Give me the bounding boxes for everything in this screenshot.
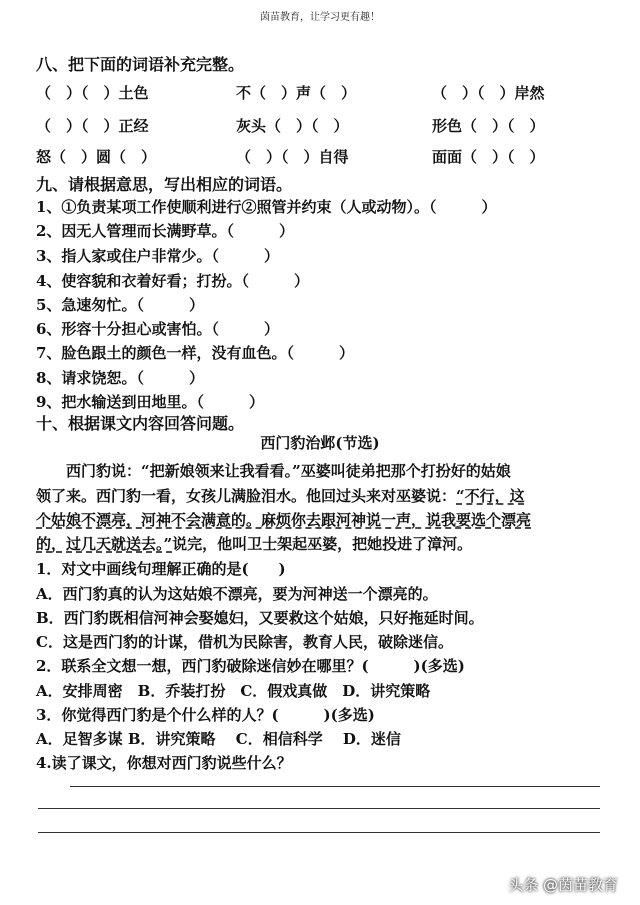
idiom-row-3 — [36, 146, 606, 170]
option: A．西门豹真的认为这姑娘不漂亮，要为河神送一个漂亮的。 — [36, 585, 438, 603]
underlined-sentence: 个姑娘不漂亮，河神不会满意的。麻烦你去跟河神说一声，说我要选个漂亮 — [36, 511, 532, 529]
answer-line — [38, 832, 600, 833]
vocab-item: 4、使容貌和衣着好看；打扮。（ ） — [36, 272, 309, 290]
passage-line — [36, 485, 525, 506]
passage-text: 说完，他叫卫士架起巫婆，把她投进了漳河。 — [172, 535, 473, 553]
passage-line: 西门豹说：“把新娘领来让我看看。”巫婆叫徒弟把那个打扮好的姑娘 — [36, 462, 511, 480]
idiom-blank: 怒（ ）圆（ ） — [36, 148, 157, 166]
option: C．这是西门豹的计谋，借机为民除害，教育人民，破除迷信。 — [36, 633, 453, 651]
underlined-sentence: “不行，这 — [456, 487, 525, 505]
question-3: 3．你觉得西门豹是个什么样的人？( )(多选) — [36, 706, 375, 724]
idiom-blank: （ ）（ ）自得 — [236, 148, 349, 166]
section-10-heading: 十、根据课文内容回答问题。 — [36, 414, 245, 433]
vocab-item: 3、指人家或住户非常少。（ ） — [36, 247, 279, 265]
idiom-blank: （ ）（ ）正经 — [36, 117, 149, 135]
underlined-sentence: 的，过几天就送去。” — [36, 535, 173, 553]
idiom-blank: （ ）（ ）土色 — [36, 84, 149, 102]
idiom-blank: 不（ ）声（ ） — [236, 84, 357, 102]
question-4: 4.读了课文，你想对西门豹说些什么？ — [36, 754, 292, 772]
vocab-item: 6、形容十分担心或害怕。（ ） — [36, 320, 279, 338]
vocab-item: 2、因无人管理而长满野草。（ ） — [36, 222, 294, 240]
idiom-blank: 灰头（ ）（ ） — [236, 117, 349, 135]
idiom-row-2 — [36, 115, 606, 139]
answer-line — [38, 808, 600, 809]
option: B．西门豹既相信河神会娶媳妇，又要救这个姑娘，只好拖延时间。 — [36, 609, 484, 627]
passage-text: 领了来。西门豹一看，女孩儿满脸泪水。他回过头来对巫婆说： — [36, 487, 457, 505]
idiom-row-1 — [36, 82, 606, 106]
passage-title: 西门豹治邺(节选) — [260, 434, 380, 452]
header-note: 茵苗教育，让学习更有趣！ — [260, 12, 380, 23]
section-9-heading: 九、请根据意思，写出相应的词语。 — [36, 175, 293, 194]
vocab-item: 9、把水输送到田地里。（ ） — [36, 393, 264, 411]
vocab-item: 8、请求饶恕。（ ） — [36, 369, 204, 387]
passage-line — [36, 533, 472, 554]
answer-line — [70, 786, 600, 787]
question-2: 2．联系全文想一想，西门豹破除迷信妙在哪里？( )(多选) — [36, 657, 465, 675]
options: A．安排周密 B．乔装打扮 C．假戏真做 D．讲究策略 — [36, 682, 431, 700]
watermark: 头条 @茵苗教育 — [508, 876, 618, 894]
question-1: 1．对文中画线句理解正确的是( ) — [36, 560, 286, 578]
options: A．足智多谋 B．讲究策略 C．相信科学 D．迷信 — [36, 730, 401, 748]
section-8-heading: 八、把下面的词语补充完整。 — [36, 55, 245, 74]
vocab-item: 5、急速匆忙。（ ） — [36, 296, 204, 314]
idiom-blank: 形色（ ）（ ） — [432, 117, 545, 135]
vocab-item: 1、①负责某项工作使顺利进行②照管并约束（人或动物）。（ ） — [36, 198, 497, 216]
idiom-blank: （ ）（ ）岸然 — [432, 84, 545, 102]
passage-line — [36, 509, 531, 530]
vocab-item: 7、脸色跟土的颜色一样，没有血色。（ ） — [36, 344, 354, 362]
idiom-blank: 面面（ ）（ ） — [432, 148, 545, 166]
